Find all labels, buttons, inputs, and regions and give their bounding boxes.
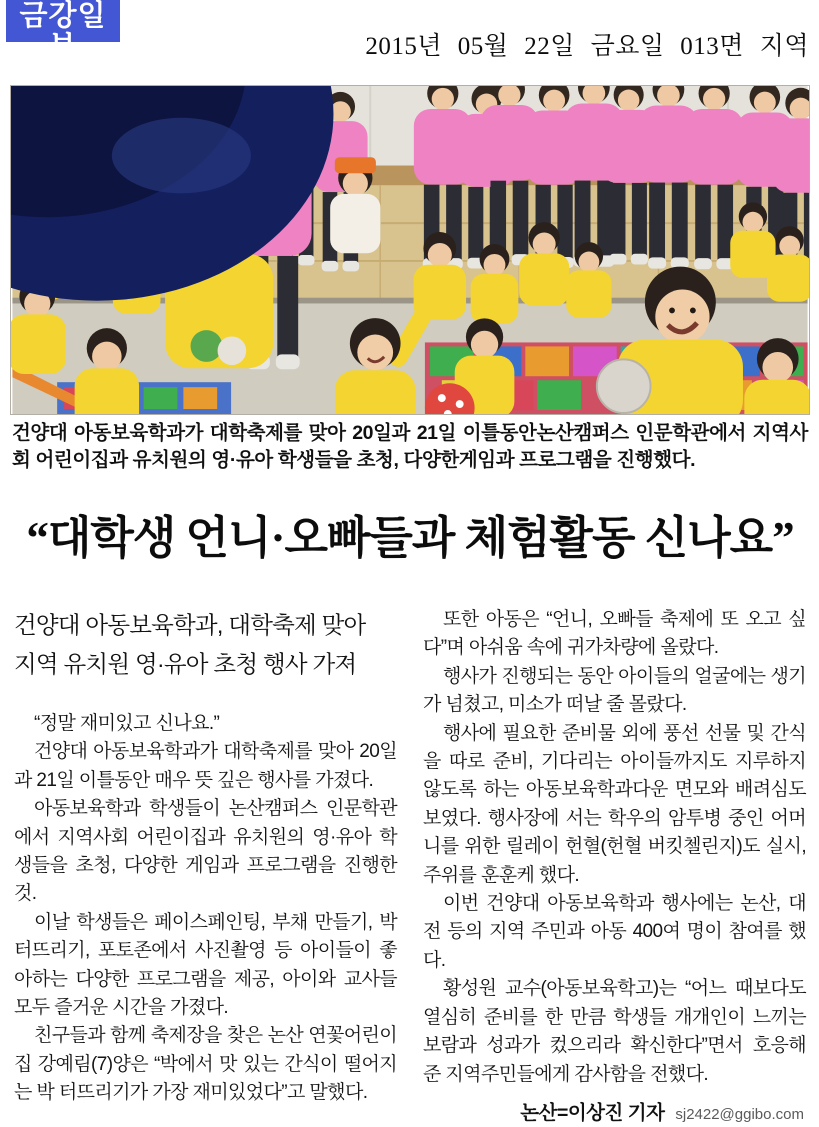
newspaper-logo <box>6 0 120 70</box>
byline <box>423 1097 804 1125</box>
subheadline-line-2: 지역 유치원 영·유아 초청 행사 가져 <box>14 651 357 677</box>
dateline: 2015년 05월 22일 금요일 013면 지역 <box>365 33 809 60</box>
girl-with-hat <box>330 157 380 253</box>
white-ball <box>597 359 651 413</box>
article-subheadline <box>14 606 397 684</box>
paragraph: 이번 건양대 아동보육학과 행사에는 논산, 대전 등의 지역 주민과 아동 400여 명이 참여를 했다. <box>423 893 806 971</box>
article-body <box>14 606 806 1125</box>
paragraph: 이날 학생들은 페이스페인팅, 부채 만들기, 박 터뜨리기, 포토존에서 사진촬영 등 아이들이 좋아하는 다양한 프로그램을 제공, 아이와 교사들 모두 즐거운 시간을 가졌다. <box>14 911 397 1019</box>
paragraph: 행사가 진행되는 동안 아이들의 얼굴에는 생기가 넘쳤고, 미소가 떠날 줄 몰랐다. <box>423 665 806 716</box>
article-column-left <box>14 606 397 1125</box>
article-photo <box>10 85 810 415</box>
paragraph: 행사에 필요한 준비물 외에 풍선 선물 및 간식을 따로 준비, 기다리는 아이들까지도 지루하지 않도록 하는 아동보육학과다운 면모와 배려심도 보였다. 행사장에 서는 학우의 암투병 중인 어머니를 위한 릴레이 헌혈(헌혈 버킷첼린지)도 실시, 주위를 훈훈케 했다. <box>423 722 806 886</box>
photo-caption: 건양대 아동보육학과가 대학축제를 맞아 20일과 21일 이틀동안논산캠퍼스 인문학관에서 지역사회 어린이집과 유치원의 영·유아 학생들을 초청, 다양한게임과 프로그램을 진행했다. <box>12 422 808 471</box>
paragraph: 아동보육학과 학생들이 논산캠퍼스 인문학관에서 지역사회 어린이집과 유치원의 영·유아 학생들을 초청, 다양한 게임과 프로그램을 진행한 것. <box>14 798 397 905</box>
subheadline-line-1: 건양대 아동보육학과, 대학축제 맞아 <box>14 612 366 638</box>
paragraph: “정말 재미있고 신나요.” <box>34 713 220 734</box>
logo-subtext: ggilbo.com <box>79 61 115 70</box>
article-column-right <box>423 606 806 1125</box>
photo-illustration <box>11 86 809 414</box>
logo-text: 금강일보 <box>19 0 107 62</box>
article-headline: “대학생 언니·오빠들과 체험활동 신나요” <box>26 513 794 563</box>
paragraph: 친구들과 함께 축제장을 찾은 논산 연꽃어린이집 강예림(7)양은 “박에서 맛 있는 간식이 떨어지는 박 터뜨리기가 가장 재미있었다”고 말했다. <box>14 1025 397 1104</box>
paragraph: 황성원 교수(아동보육학고)는 “어느 때보다도 열심히 준비를 한 만큼 학생들 개개인이 느끼는 보람과 성과가 컸으리라 확신한다”면서 호응해 준 지역주민들에게 감사함을 전했다. <box>423 978 806 1085</box>
paragraph: 또한 아동은 “언니, 오빠들 축제에 또 오고 싶다”며 아쉬움 속에 귀가차량에 올랐다. <box>423 609 806 659</box>
paragraph: 건양대 아동보육학과가 대학축제를 맞아 20일과 21일 이틀동안 매우 뜻 깊은 행사를 가졌다. <box>14 741 397 791</box>
byline-reporter: 논산=이상진 기자 <box>520 1101 665 1124</box>
byline-email: sj2422@ggibo.com <box>675 1105 804 1123</box>
